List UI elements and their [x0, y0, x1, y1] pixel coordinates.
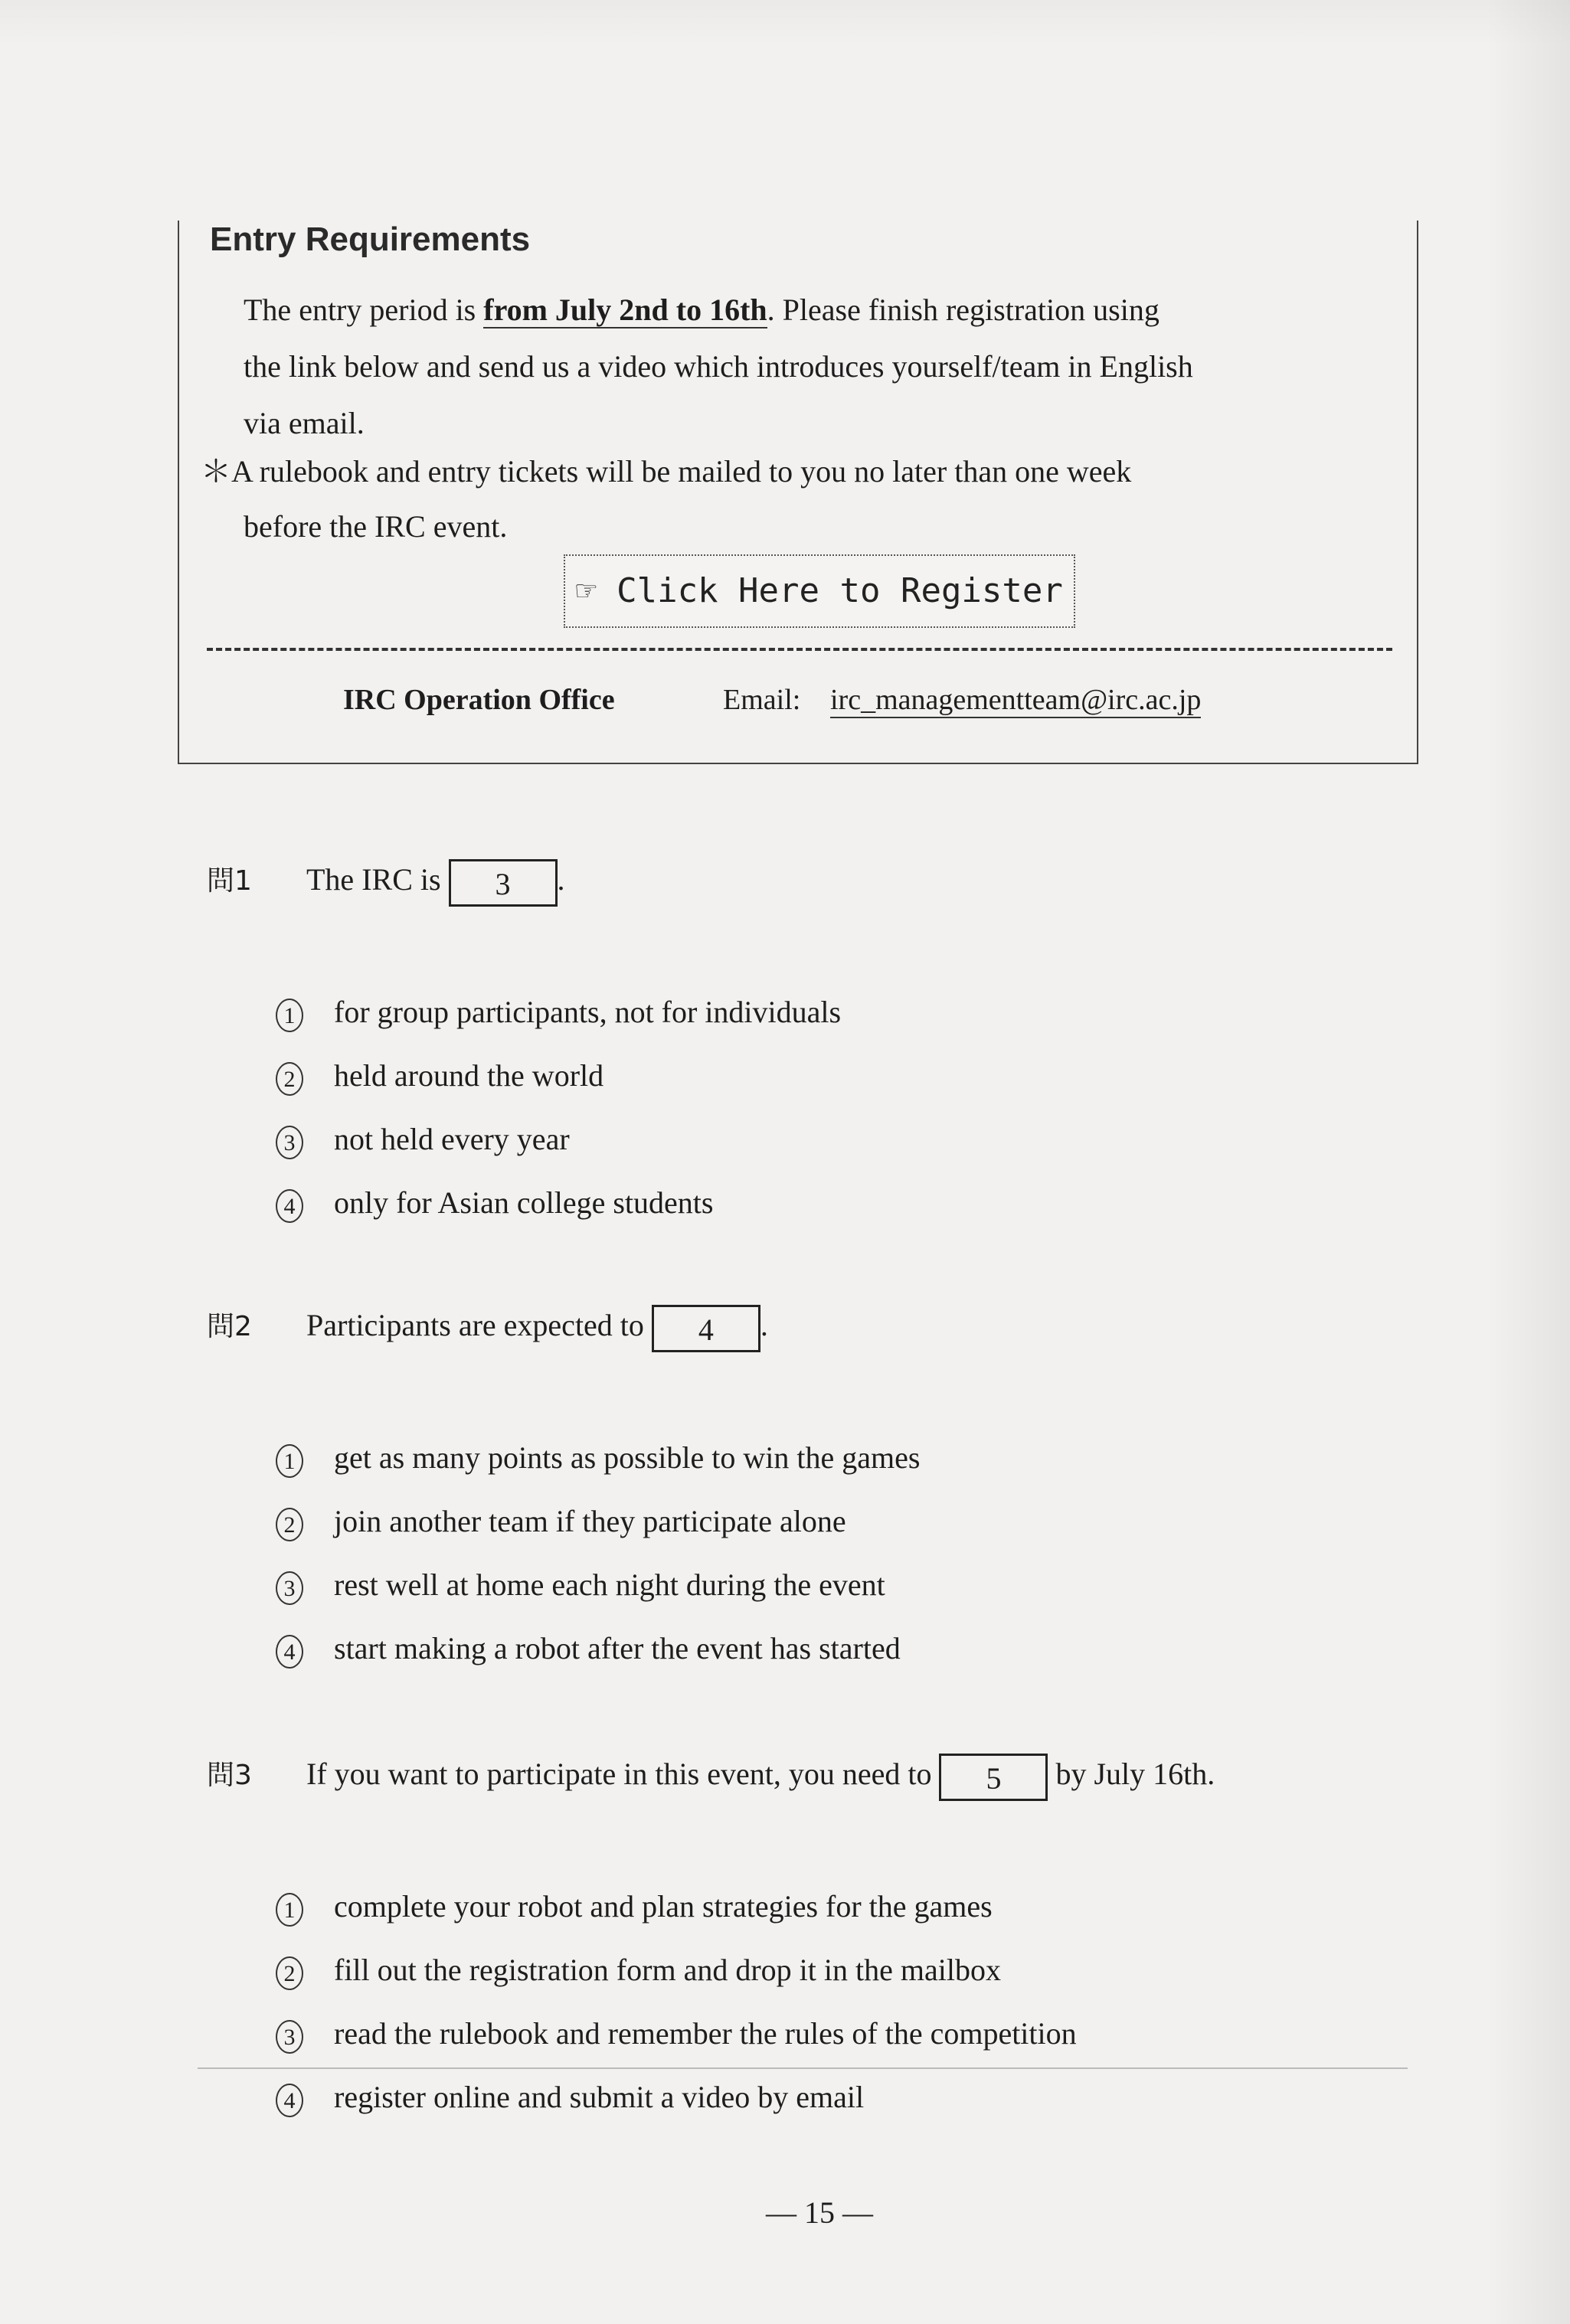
page-shade-top — [0, 0, 1570, 46]
entry-requirements-title: Entry Requirements — [210, 221, 531, 258]
circled-number: 4 — [276, 2084, 303, 2117]
question-number: 問1 — [207, 865, 252, 897]
entry-line-1: The entry period is from July 2nd to 16th. Please finish registration using — [244, 293, 1160, 327]
circled-number: 3 — [276, 2020, 303, 2054]
question-3: 問3 If you want to participate in this event, you need to 5 by July 16th. — [207, 1754, 1215, 1801]
dashed-divider — [207, 648, 1392, 651]
option-item[interactable]: 4 only for Asian college students — [276, 1185, 713, 1223]
entry-period-dates: from July 2nd to 16th — [483, 293, 767, 327]
register-button[interactable] — [564, 554, 1075, 628]
office-name: IRC Operation Office — [343, 684, 615, 716]
bleed-through-rule — [198, 2067, 1408, 2069]
page-shade — [1486, 0, 1570, 2324]
option-item[interactable]: 3 not held every year — [276, 1121, 570, 1159]
rulebook-note-line-2: before the IRC event. — [244, 509, 508, 544]
option-item[interactable]: 4 start making a robot after the event has started — [276, 1630, 901, 1669]
option-item[interactable]: 3 rest well at home each night during the event — [276, 1567, 885, 1605]
circled-number: 3 — [276, 1571, 303, 1605]
circled-number: 2 — [276, 1508, 303, 1541]
register-button-label: Click Here to Register — [617, 571, 1063, 610]
option-item[interactable]: 2 fill out the registration form and drop it in the mailbox — [276, 1952, 1001, 1990]
email-label: Email: — [723, 684, 801, 716]
circled-number: 4 — [276, 1189, 303, 1223]
rulebook-note-line-1: A rulebook and entry tickets will be mailed to you no later than one week — [231, 454, 1132, 489]
option-item[interactable]: 4 register online and submit a video by email — [276, 2079, 864, 2117]
circled-number: 2 — [276, 1062, 303, 1096]
entry-period-paragraph — [244, 282, 1392, 452]
entry-line-3: via email. — [244, 406, 365, 440]
question-1: 問1 The IRC is 3 . — [207, 859, 565, 907]
option-item[interactable]: 1 for group participants, not for individuals — [276, 994, 841, 1032]
question-number: 問3 — [207, 1760, 252, 1792]
pointing-hand-icon: ☞ — [576, 571, 597, 610]
page-number: — 15 — — [766, 2195, 873, 2230]
option-item[interactable]: 3 read the rulebook and remember the rules of the competition — [276, 2015, 1077, 2054]
rulebook-note — [201, 444, 1395, 554]
circled-number: 1 — [276, 1893, 303, 1927]
answer-blank-box: 3 — [449, 859, 558, 907]
circled-number: 1 — [276, 999, 303, 1032]
question-number: 問2 — [207, 1311, 252, 1343]
option-item[interactable]: 2 held around the world — [276, 1057, 603, 1096]
answer-blank-box: 5 — [939, 1754, 1048, 1801]
entry-line-2: the link below and send us a video which introduces yourself/team in English — [244, 349, 1193, 384]
question-2: 問2 Participants are expected to 4 . — [207, 1305, 768, 1352]
option-item[interactable]: 2 join another team if they participate alone — [276, 1503, 846, 1541]
circled-number: 4 — [276, 1635, 303, 1669]
option-item[interactable]: 1 get as many points as possible to win the games — [276, 1440, 920, 1478]
answer-blank-box: 4 — [652, 1305, 760, 1352]
entry-requirements-box — [178, 221, 1418, 764]
option-item[interactable]: 1 complete your robot and plan strategies for the games — [276, 1888, 993, 1927]
circled-number: 1 — [276, 1444, 303, 1478]
asterisk-mark: ＊ — [201, 454, 231, 489]
email-link[interactable]: irc_managementteam@irc.ac.jp — [830, 683, 1201, 718]
circled-number: 2 — [276, 1956, 303, 1990]
circled-number: 3 — [276, 1126, 303, 1159]
